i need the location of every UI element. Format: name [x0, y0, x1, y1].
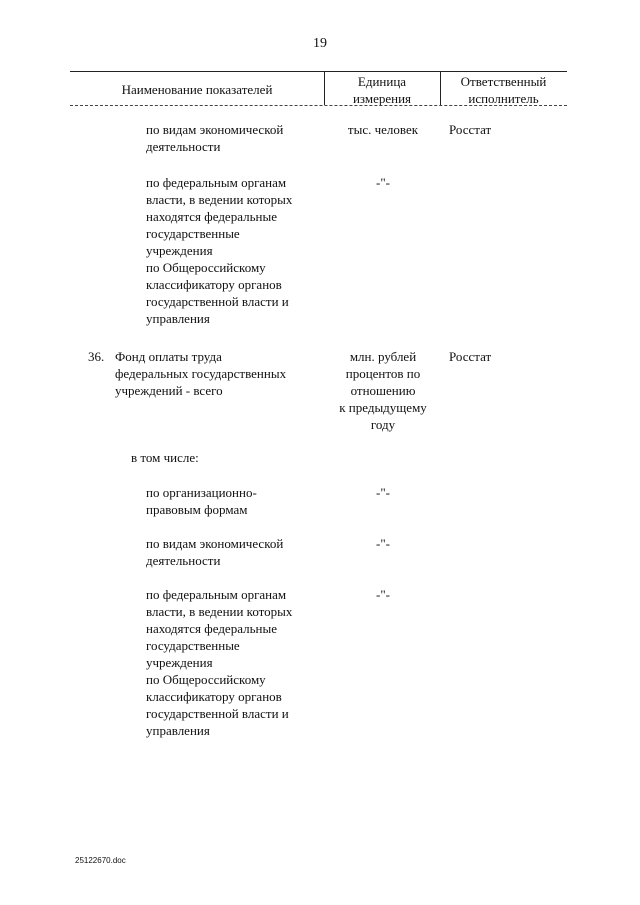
row-indicator-name: по федеральным органам власти, в ведении которых находятся федеральные государственные учреждения по Общероссийскому классификатору органов государственной власти и управления [146, 587, 293, 738]
header-unit: Единица измерения [352, 74, 412, 106]
row-unit: тыс. человек [347, 122, 419, 137]
row-unit: -"- [376, 587, 390, 602]
row-indicator-name: Фонд оплаты труда федеральных государственных учреждений - всего [115, 349, 287, 398]
row-executor: Росстат [449, 122, 492, 137]
row-indicator-name: по федеральным органам власти, в ведении которых находятся федеральные государственные учреждения по Общероссийскому классификатору органов государственной власти и управления [146, 175, 293, 326]
table-header-bottom-rule [70, 105, 567, 106]
header-responsible-executor: Ответственный исполнитель [460, 74, 547, 106]
row-unit: -"- [376, 536, 390, 551]
item-number: 36. [88, 349, 105, 364]
row-indicator-name: по организационно- правовым формам [146, 485, 257, 517]
table-header-top-rule [70, 71, 567, 72]
row-unit: млн. рублей процентов по отношению к предыдущему году [339, 349, 427, 432]
row-unit: -"- [376, 485, 390, 500]
document-filename: 25122670.doc [75, 856, 126, 865]
row-executor: Росстат [449, 349, 492, 364]
row-subheading: в том числе: [131, 450, 199, 465]
row-indicator-name: по видам экономической деятельности [146, 536, 284, 568]
row-indicator-name: по видам экономической деятельности [146, 122, 284, 154]
row-unit: -"- [376, 175, 390, 190]
page-number: 19 [313, 36, 327, 51]
header-indicator-name: Наименование показателей [121, 82, 273, 97]
